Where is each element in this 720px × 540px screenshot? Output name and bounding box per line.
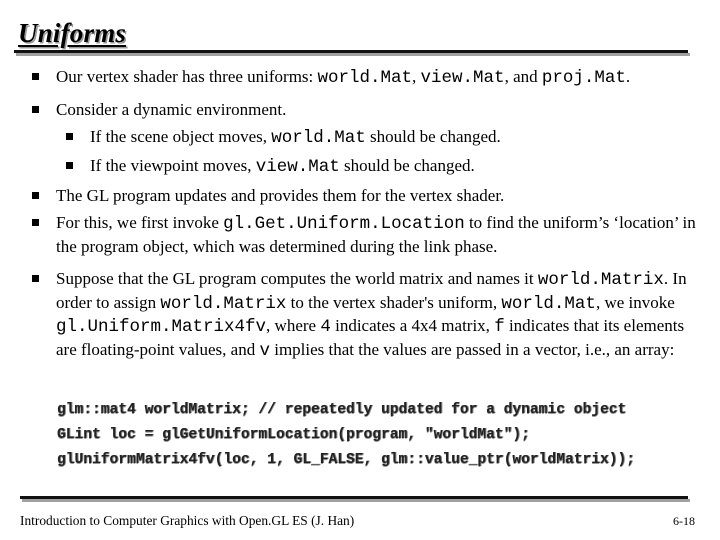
bullet-text <box>56 212 704 258</box>
sub-bullet-text <box>90 126 706 150</box>
bullet-square-icon <box>32 219 39 226</box>
text-run: Consider a dynamic environment. <box>56 100 287 119</box>
text-run: . In order to assign <box>56 269 687 312</box>
code-term: world.Mat <box>271 128 366 148</box>
bullet-square-icon <box>66 133 73 140</box>
text-run: should be changed. <box>365 127 501 146</box>
text-run: If the scene object moves, <box>90 127 272 146</box>
bullet-square-icon <box>32 73 39 80</box>
bullet-square-icon <box>66 162 73 169</box>
text-run: Suppose that the GL program computes the world matrix and names it <box>56 269 538 288</box>
code-term: proj.Mat <box>541 68 626 88</box>
text-run: indicates that its elements are floating-point values, and <box>56 316 685 359</box>
text-run: to the vertex shader's uniform, <box>286 292 502 312</box>
text-run: For this, we first invoke <box>56 213 224 232</box>
text-run: , we invoke <box>595 292 675 312</box>
code-block <box>57 398 657 473</box>
code-term: world.Matrix <box>160 293 287 314</box>
code-term: view.Mat <box>420 68 505 88</box>
bullet-square-icon <box>32 275 39 282</box>
bullet-text <box>56 185 704 208</box>
code-term: v <box>259 340 270 361</box>
text-run: If the viewpoint moves, <box>90 156 256 175</box>
code-line: glUniformMatrix4fv(loc, 1, GL_FALSE, glm::value_ptr(worldMatrix)); <box>57 452 636 468</box>
text-run: to find the uniform’s ‘location’ in the program object, which was determined during the link phase. <box>56 213 696 256</box>
code-term: 4 <box>320 317 331 338</box>
text-run: The GL program updates and provides them for the vertex shader. <box>56 186 505 205</box>
bullet-text <box>56 99 704 122</box>
text-run: Our vertex shader has three uniforms: <box>56 67 318 86</box>
code-term: world.Mat <box>317 68 413 88</box>
bullet-text <box>56 66 704 90</box>
code-term: view.Mat <box>255 157 340 177</box>
code-line: glm::mat4 worldMatrix; // repeatedly updated for a dynamic object <box>57 402 627 418</box>
code-term: gl.Uniform.Matrix4fv <box>56 317 267 338</box>
code-line: GLint loc = glGetUniformLocation(program, "worldMat"); <box>57 427 530 443</box>
text-run: . <box>625 67 631 86</box>
text-run: , <box>412 67 421 86</box>
sub-bullet-text <box>90 155 706 179</box>
code-term: world.Mat <box>501 293 596 314</box>
text-run: implies that the values are passed in a vector, i.e., an array: <box>269 339 675 359</box>
bullet-square-icon <box>32 106 39 113</box>
slide-title: Uniforms <box>18 18 127 48</box>
footer-rule <box>20 496 688 499</box>
text-run: should be changed. <box>339 156 475 175</box>
text-run: indicates a 4x4 matrix, <box>330 316 495 336</box>
code-term: gl.Get.Uniform.Location <box>223 214 465 234</box>
code-term: f <box>494 317 505 338</box>
code-term: world.Matrix <box>537 270 664 290</box>
bullet-text <box>56 268 704 362</box>
page-number: 6-18 <box>673 514 695 528</box>
bullet-square-icon <box>32 192 39 199</box>
text-run: , and <box>504 67 542 86</box>
footer-text: Introduction to Computer Graphics with Open.GL ES (J. Han) <box>20 513 355 528</box>
text-run: , where <box>266 316 321 336</box>
